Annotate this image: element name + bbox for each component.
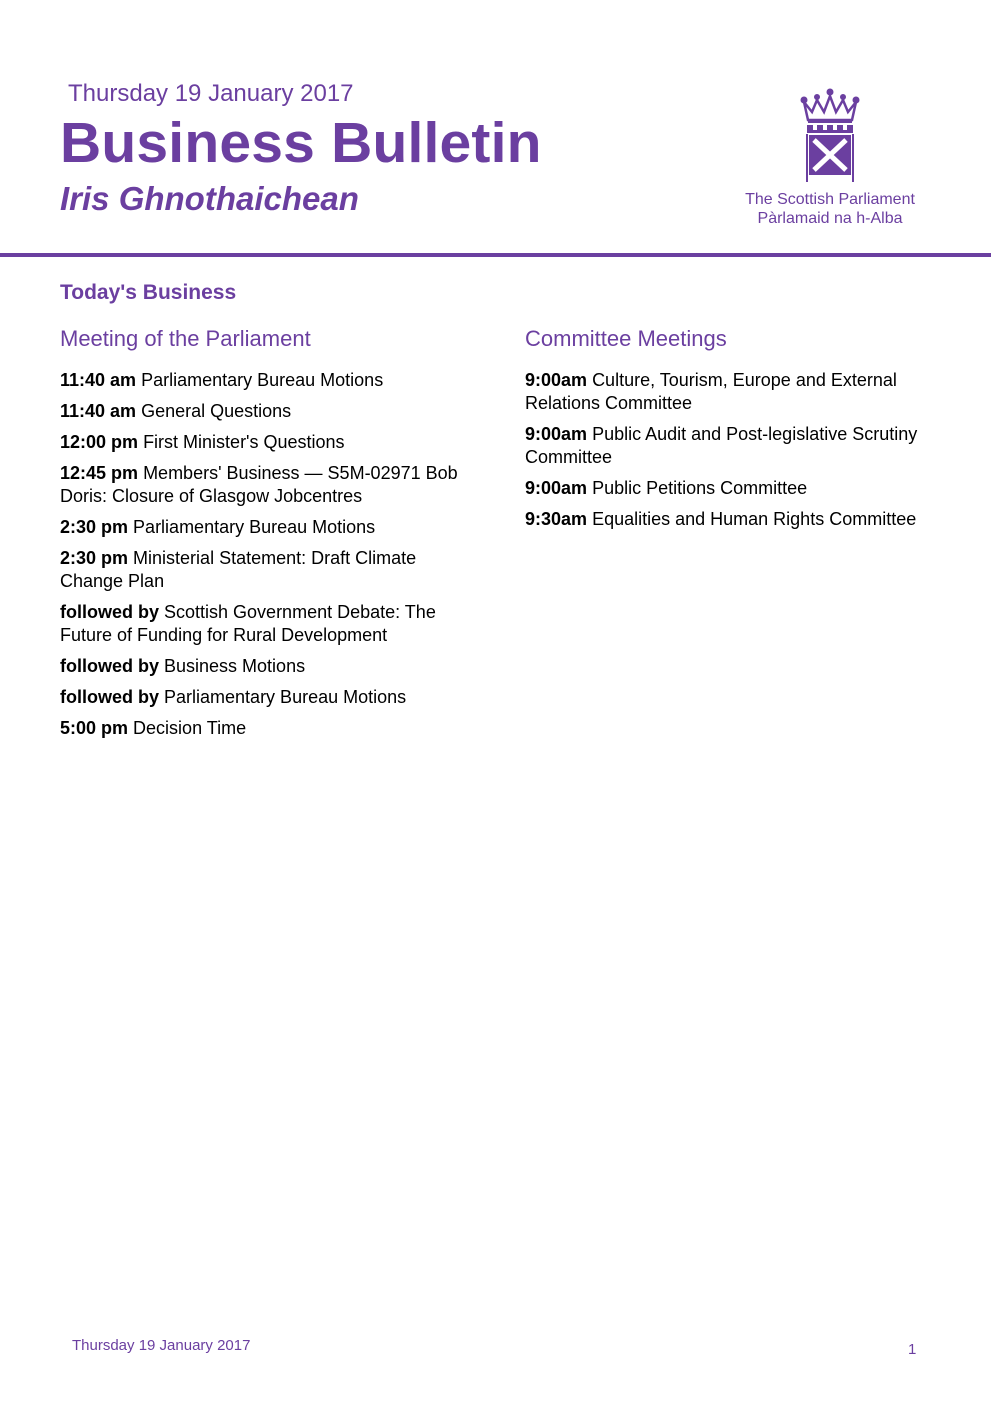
committee-item	[525, 369, 945, 415]
agenda-item	[60, 462, 480, 508]
page-number: 1	[908, 1341, 917, 1358]
committee-time: 9:00am	[525, 478, 588, 499]
committee-time: 9:30am	[525, 509, 588, 530]
page-title: Business Bulletin	[60, 111, 542, 175]
parliament-logo	[740, 88, 920, 233]
committee-text: Culture, Tourism, Europe and External Relations Committee	[525, 370, 897, 414]
crown-portcullis-icon	[798, 88, 862, 186]
agenda-text: Scottish Government Debate: The Future of Funding for Rural Development	[60, 602, 436, 646]
committee-text: Equalities and Human Rights Committee	[592, 509, 917, 530]
logo-text-gaelic: Pàrlamaid na h-Alba	[757, 210, 903, 227]
agenda-time: followed by	[60, 687, 159, 708]
agenda-item	[60, 516, 480, 539]
meeting-heading: Meeting of the Parliament	[60, 326, 311, 351]
agenda-item	[60, 369, 480, 392]
agenda-item	[60, 655, 480, 678]
committee-item	[525, 508, 945, 531]
header-divider	[0, 253, 991, 257]
agenda-item	[60, 717, 480, 740]
agenda-item	[60, 547, 480, 593]
agenda-item	[60, 431, 480, 454]
agenda-time: 12:45 pm	[60, 463, 139, 484]
agenda-text: Decision Time	[133, 718, 247, 739]
logo-text-english: The Scottish Parliament	[745, 191, 915, 208]
agenda-text: Ministerial Statement: Draft Climate Change Plan	[60, 548, 417, 592]
committee-column	[525, 326, 945, 539]
committee-time: 9:00am	[525, 424, 588, 445]
agenda-text: Parliamentary Bureau Motions	[164, 687, 407, 708]
agenda-time: 12:00 pm	[60, 432, 139, 453]
agenda-item	[60, 601, 480, 647]
committee-item	[525, 423, 945, 469]
agenda-time: 5:00 pm	[60, 718, 129, 739]
committee-text: Public Audit and Post-legislative Scrutiny Committee	[525, 424, 918, 468]
footer-date: Thursday 19 January 2017	[72, 1337, 251, 1354]
meeting-column	[60, 326, 480, 748]
agenda-time: 11:40 am	[60, 401, 137, 422]
agenda-text: Parliamentary Bureau Motions	[141, 370, 384, 391]
agenda-item	[60, 400, 480, 423]
agenda-text: Parliamentary Bureau Motions	[133, 517, 376, 538]
agenda-time: 11:40 am	[60, 370, 137, 391]
section-heading: Today's Business	[60, 281, 237, 304]
committee-time: 9:00am	[525, 370, 588, 391]
agenda-text: General Questions	[141, 401, 292, 422]
committee-item	[525, 477, 945, 500]
committee-heading: Committee Meetings	[525, 326, 727, 351]
agenda-time: followed by	[60, 602, 159, 623]
agenda-text: First Minister's Questions	[143, 432, 345, 453]
gaelic-title: Iris Ghnothaichean	[60, 180, 359, 217]
bulletin-date: Thursday 19 January 2017	[68, 80, 354, 107]
agenda-time: 2:30 pm	[60, 517, 129, 538]
agenda-time: followed by	[60, 656, 159, 677]
agenda-time: 2:30 pm	[60, 548, 129, 569]
committee-text: Public Petitions Committee	[592, 478, 808, 499]
agenda-item	[60, 686, 480, 709]
agenda-text: Business Motions	[164, 656, 306, 677]
agenda-text: Members' Business — S5M-02971 Bob Doris: Closure of Glasgow Jobcentres	[60, 463, 458, 507]
